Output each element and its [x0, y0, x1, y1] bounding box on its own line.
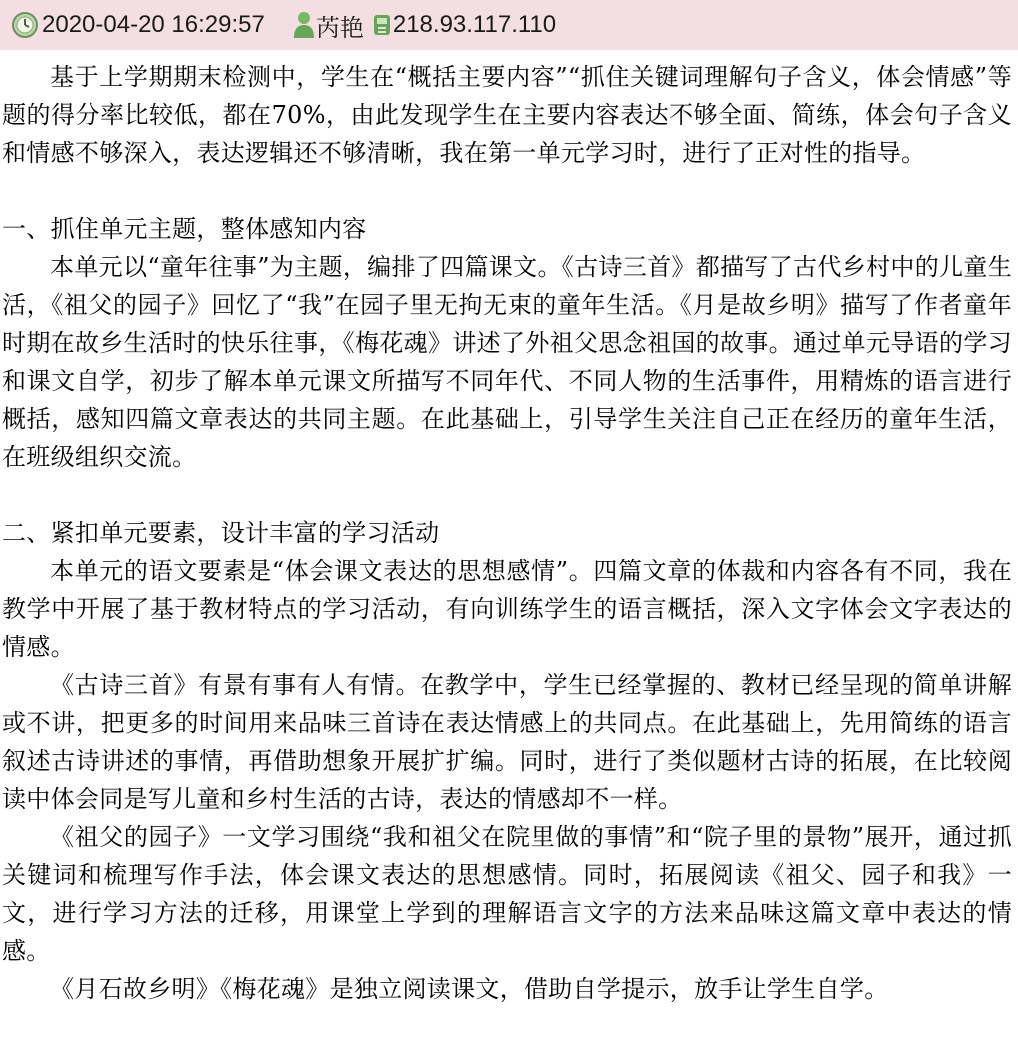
author-name[interactable]: 芮艳	[315, 14, 364, 42]
ip-address: 218.93.117.110	[392, 11, 557, 38]
post-datetime: 2020-04-20 16:29:57	[42, 11, 265, 38]
section-paragraph: 《祖父的园子》一文学习围绕“我和祖父在院里做的事情”和“院子里的景物”展开，通过抓关键词和梳理写作手法，体会课文表达的思想感情。同时，拓展阅读《祖父、园子和我》一文，进行学习方法的迁移，用课堂上学到的理解语言文字的方法来品味这篇文章中表达的情感。	[2, 823, 1012, 965]
post-author	[265, 8, 364, 43]
intro-paragraph: 基于上学期期末检测中，学生在“概括主要内容”“抓住关键词理解句子含义，体会情感”等题的得分率比较低，都在70%，由此发现学生在主要内容表达不够全面、简练，体会句子含义和情感不够深入，表达逻辑还不够清晰，我在第一单元学习时，进行了正对性的指导。	[2, 63, 1012, 167]
section-paragraph: 《月石故乡明》《梅花魂》是独立阅读课文，借助自学提示，放手让学生自学。	[50, 975, 889, 1003]
section-heading: 二、紧扣单元要素，设计丰富的学习活动	[2, 519, 440, 547]
section-heading: 一、抓住单元主题，整体感知内容	[2, 215, 367, 243]
clock-icon	[10, 10, 40, 40]
ip-icon	[372, 11, 392, 39]
post-content	[0, 58, 1018, 1008]
user-icon	[293, 10, 315, 40]
section-paragraph: 《古诗三首》有景有事有人有情。在教学中，学生已经掌握的、教材已经呈现的简单讲解或不讲，把更多的时间用来品味三首诗在表达情感上的共同点。在此基础上，先用简练的语言叙述古诗讲述的事情，再借助想象开展扩扩编。同时，进行了类似题材古诗的拓展，在比较阅读中体会同是写儿童和乡村生活的古诗，表达的情感却不一样。	[2, 671, 1012, 813]
post-ip	[364, 11, 556, 39]
post-meta-bar	[0, 0, 1018, 50]
post-time	[10, 10, 265, 40]
section-paragraph: 本单元以“童年往事”为主题，编排了四篇课文。《古诗三首》都描写了古代乡村中的儿童生活，《祖父的园子》回忆了“我”在园子里无拘无束的童年生活。《月是故乡明》描写了作者童年时期在故乡生活时的快乐往事，《梅花魂》讲述了外祖父思念祖国的故事。通过单元导语的学习和课文自学，初步了解本单元课文所描写不同年代、不同人物的生活事件，用精炼的语言进行概括，感知四篇文章表达的共同主题。在此基础上，引导学生关注自己正在经历的童年生活，在班级组织交流。	[2, 253, 1012, 471]
section-paragraph: 本单元的语文要素是“体会课文表达的思想感情”。四篇文章的体裁和内容各有不同，我在教学中开展了基于教材特点的学习活动，有向训练学生的语言概括，深入文字体会文字表达的情感。	[2, 557, 1012, 661]
